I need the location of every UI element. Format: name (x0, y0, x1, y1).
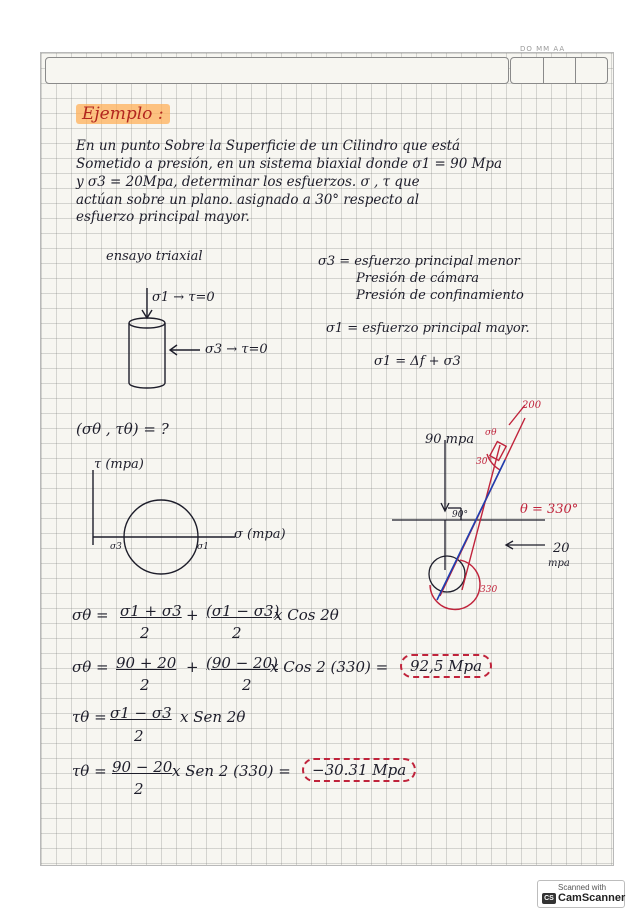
eq1-num2: (σ1 − σ3) (206, 602, 280, 620)
problem-line-4: actúan sobre un plano. asignado a 30° respecto al (76, 192, 420, 208)
eq1-plus: + (186, 606, 199, 624)
problem-line-1: En un punto Sobre la Superficie de un Cilindro que está (76, 138, 461, 154)
eq2-lhs: σθ = (72, 658, 109, 676)
side-load-unit: mpa (548, 558, 570, 569)
eq2-result-sigma: 92,5 Mpa (400, 654, 492, 678)
eq1-num1: σ1 + σ3 (120, 602, 182, 620)
eq2-num2: (90 − 20) (206, 654, 278, 672)
two-hundred-label: 200 (522, 400, 542, 411)
top-load-label: 90 mpa (425, 432, 475, 447)
thirty-degrees: 30° (476, 457, 492, 467)
def-camara: Presión de cámara (356, 271, 480, 286)
eq3-num1: σ1 − σ3 (110, 704, 172, 722)
watermark-small-text: Scanned with (558, 883, 607, 892)
eq2-den1: 2 (140, 676, 150, 694)
camscanner-logo-icon: CS (542, 893, 556, 904)
eq3-lhs: τθ = (72, 708, 107, 726)
def-confinamiento: Presión de confinamiento (356, 288, 524, 303)
eq2-plus: + (186, 658, 199, 676)
def-sigma3: σ3 = esfuerzo principal menor (318, 254, 520, 269)
eq1-den1: 2 (140, 624, 150, 642)
eq2-den2: 2 (242, 676, 252, 694)
eq4-lhs: τθ = (72, 762, 107, 780)
problem-line-3: y σ3 = 20Mpa, determinar los esfuerzos. σ , τ que (76, 174, 420, 190)
sigma-axis-label: σ (mpa) (234, 527, 286, 542)
tau-axis-label: τ (mpa) (94, 457, 144, 472)
sigma1-formula: σ1 = Δf + σ3 (374, 354, 461, 369)
date-labels: DO MM AA (520, 45, 566, 53)
eq2-tail: x Cos 2 (330) = (270, 658, 389, 676)
sigma1-tick: σ1 (197, 542, 209, 552)
question: (σθ , τθ) = ? (76, 420, 169, 438)
camscanner-watermark (537, 880, 625, 908)
three-thirty-label: 330 (480, 585, 498, 595)
sigma-theta-label: σθ (485, 428, 497, 438)
eq4-den1: 2 (134, 780, 144, 798)
eq3-den1: 2 (134, 727, 144, 745)
eq1-tail: x Cos 2θ (274, 606, 339, 624)
def-sigma1: σ1 = esfuerzo principal mayor. (326, 321, 530, 336)
eq1-den2: 2 (232, 624, 242, 642)
eq2-num1: 90 + 20 (116, 654, 177, 672)
eq3-tail: x Sen 2θ (180, 708, 246, 726)
ensayo-label: ensayo triaxial (106, 249, 203, 264)
eq4-num1: 90 − 20 (112, 758, 173, 776)
problem-line-2: Sometido a presión, en un sistema biaxial donde σ1 = 90 Mpa (76, 156, 503, 172)
example-title: Ejemplo : (76, 104, 170, 124)
sigma3-tick: σ3 (110, 542, 122, 552)
side-load-value: 20 (553, 541, 570, 556)
eq4-tail: x Sen 2 (330) = (172, 762, 291, 780)
sigma3-arrow-label: σ3 → τ=0 (205, 342, 268, 357)
watermark-brand: CamScanner (558, 892, 626, 904)
eq4-result-tau: −30.31 Mpa (302, 758, 416, 782)
eq1-lhs: σθ = (72, 606, 109, 624)
theta-label: θ = 330° (520, 502, 579, 517)
sigma1-arrow-label: σ1 → τ=0 (152, 290, 215, 305)
angle-label: 90° (452, 510, 468, 520)
problem-line-5: esfuerzo principal mayor. (76, 209, 250, 225)
blue-stress-line (437, 460, 505, 600)
mohr-circle-diagram (93, 470, 235, 574)
